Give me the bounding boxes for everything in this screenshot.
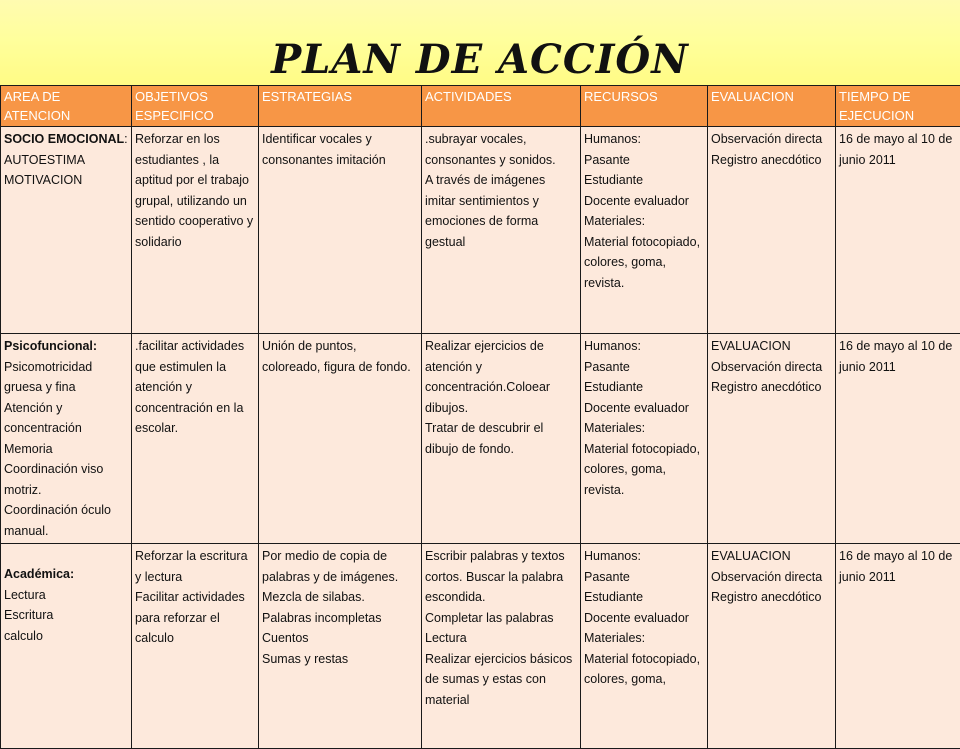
actividades-cell — [422, 334, 581, 544]
plan-table — [0, 85, 960, 749]
recurso-text: Docente evaluador — [584, 191, 704, 212]
area-item: MOTIVACION — [4, 170, 128, 191]
actividad-text: Lectura — [425, 628, 577, 649]
recursos-cell — [581, 127, 708, 334]
estrategia-text: Por medio de copia de palabras y de imágenes. Mezcla de silabas. — [262, 546, 418, 608]
recurso-text: Docente evaluador — [584, 398, 704, 419]
tiempo-text: 16 de mayo al 10 de junio 2011 — [839, 549, 952, 584]
actividad-text: A través de imágenes imitar sentimientos y emociones de forma gestual — [425, 170, 577, 252]
estrategia-text: Palabras incompletas — [262, 608, 418, 629]
area-title — [4, 129, 128, 150]
recurso-text: Material fotocopiado, colores, goma, revista. — [584, 439, 704, 501]
estrategia-text: Identificar vocales y consonantes imitación — [262, 129, 418, 170]
area-item: Escritura — [4, 605, 128, 626]
actividades-cell — [422, 127, 581, 334]
area-item: Psicomotricidad gruesa y fina — [4, 357, 128, 398]
area-item: Lectura — [4, 585, 128, 606]
evaluacion-text: Registro anecdótico — [711, 150, 832, 171]
evaluacion-text: EVALUACION — [711, 336, 832, 357]
recurso-text: Material fotocopiado, colores, goma, revista. — [584, 232, 704, 294]
evaluacion-cell — [708, 544, 836, 749]
estrategia-text: Unión de puntos, coloreado, figura de fondo. — [262, 336, 418, 377]
area-item: Atención y concentración — [4, 398, 128, 439]
area-item: Memoria — [4, 439, 128, 460]
evaluacion-text: EVALUACION — [711, 546, 832, 567]
evaluacion-text: Observación directa — [711, 129, 832, 150]
header-area: AREA DE ATENCION — [1, 86, 132, 127]
tiempo-text: 16 de mayo al 10 de junio 2011 — [839, 339, 952, 374]
recurso-text: Pasante — [584, 567, 704, 588]
estrategias-cell — [259, 127, 422, 334]
area-item: AUTOESTIMA — [4, 150, 128, 171]
header-tiempo: TIEMPO DE EJECUCION — [836, 86, 960, 127]
recurso-text: Materiales: — [584, 211, 704, 232]
recursos-cell — [581, 334, 708, 544]
evaluacion-text: Observación directa — [711, 357, 832, 378]
table-row — [1, 334, 960, 544]
actividades-cell — [422, 544, 581, 749]
tiempo-cell — [836, 334, 960, 544]
objetivo-text: Facilitar actividades para reforzar el calculo — [135, 587, 255, 649]
actividad-text: Escribir palabras y textos cortos. Buscar la palabra escondida. — [425, 546, 577, 608]
evaluacion-text: Registro anecdótico — [711, 587, 832, 608]
objetivos-cell — [132, 127, 259, 334]
recursos-cell — [581, 544, 708, 749]
recurso-text: Pasante — [584, 357, 704, 378]
objetivo-text: .facilitar actividades que estimulen la atención y concentración en la escolar. — [135, 336, 255, 439]
tiempo-text: 16 de mayo al 10 de junio 2011 — [839, 132, 952, 167]
area-cell — [1, 544, 132, 749]
recurso-text: Estudiante — [584, 377, 704, 398]
evaluacion-cell — [708, 334, 836, 544]
recurso-text: Pasante — [584, 150, 704, 171]
table-header-row — [1, 86, 960, 127]
header-estrategias: ESTRATEGIAS — [259, 86, 422, 127]
tiempo-cell — [836, 544, 960, 749]
header-objetivos: OBJETIVOS ESPECIFICO — [132, 86, 259, 127]
estrategias-cell — [259, 544, 422, 749]
area-title: Psicofuncional: — [4, 336, 128, 357]
header-actividades: ACTIVIDADES — [422, 86, 581, 127]
recurso-text: Estudiante — [584, 170, 704, 191]
recurso-text: Estudiante — [584, 587, 704, 608]
actividad-text: Realizar ejercicios de atención y concentración.Coloear dibujos. — [425, 336, 577, 418]
objetivos-cell — [132, 544, 259, 749]
page-title: PLAN DE ACCIÓN — [0, 36, 960, 83]
recurso-text: Materiales: — [584, 418, 704, 439]
actividad-text: Tratar de descubrir el dibujo de fondo. — [425, 418, 577, 459]
area-title-colon: : — [124, 132, 127, 146]
recurso-text: Materiales: — [584, 628, 704, 649]
area-item: Coordinación óculo manual. — [4, 500, 128, 541]
recurso-text: Humanos: — [584, 546, 704, 567]
estrategia-text: Sumas y restas — [262, 649, 418, 670]
actividad-text: .subrayar vocales, consonantes y sonidos. — [425, 129, 577, 170]
area-cell — [1, 334, 132, 544]
estrategias-cell — [259, 334, 422, 544]
evaluacion-cell — [708, 127, 836, 334]
tiempo-cell — [836, 127, 960, 334]
evaluacion-text: Observación directa — [711, 567, 832, 588]
objetivo-text: Reforzar en los estudiantes , la aptitud por el trabajo grupal, utilizando un sentido cooperativo y solidario — [135, 129, 255, 252]
actividad-text: Realizar ejercicios básicos de sumas y estas con material — [425, 649, 577, 711]
recurso-text: Humanos: — [584, 336, 704, 357]
evaluacion-text: Registro anecdótico — [711, 377, 832, 398]
area-item: calculo — [4, 626, 128, 647]
area-cell — [1, 127, 132, 334]
area-title-text: SOCIO EMOCIONAL — [4, 132, 124, 146]
recurso-text: Docente evaluador — [584, 608, 704, 629]
header-recursos: RECURSOS — [581, 86, 708, 127]
header-evaluacion: EVALUACION — [708, 86, 836, 127]
objetivo-text: Reforzar la escritura y lectura — [135, 546, 255, 587]
area-title: Académica: — [4, 564, 128, 585]
objetivos-cell — [132, 334, 259, 544]
actividad-text: Completar las palabras — [425, 608, 577, 629]
area-item: Coordinación viso motriz. — [4, 459, 128, 500]
recurso-text: Humanos: — [584, 129, 704, 150]
table-row — [1, 127, 960, 334]
table-row — [1, 544, 960, 749]
recurso-text: Material fotocopiado, colores, goma, — [584, 649, 704, 690]
estrategia-text: Cuentos — [262, 628, 418, 649]
